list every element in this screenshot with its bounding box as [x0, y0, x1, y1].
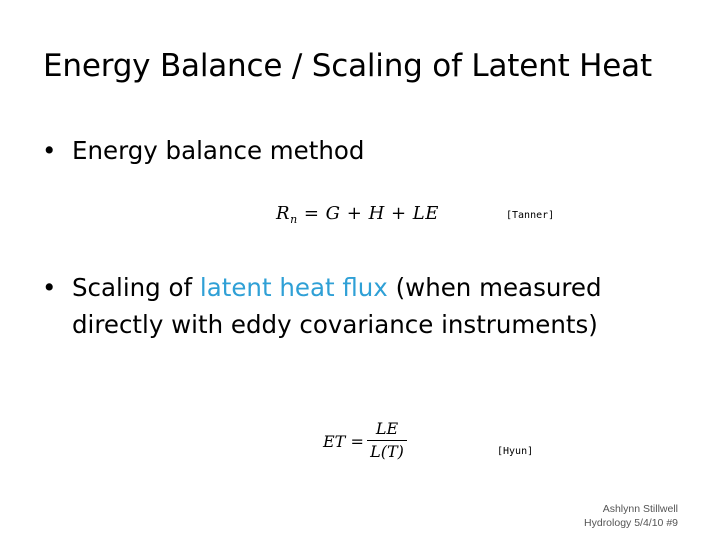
- et-equation-lhs: ET =: [323, 432, 364, 451]
- bullet-dot: •: [42, 136, 57, 165]
- citation-hyun: [Hyun]: [497, 446, 534, 457]
- slide-title: Energy Balance / Scaling of Latent Heat: [43, 48, 652, 84]
- footer-course: Hydrology 5/4/10 #9: [584, 517, 678, 529]
- bullet-dot: •: [42, 273, 57, 302]
- energy-balance-equation: [276, 203, 439, 226]
- eq1-lhs: R: [276, 203, 291, 224]
- highlight-latent-heat-flux: latent heat flux: [199, 273, 388, 302]
- bullet-text: Energy balance method: [72, 136, 365, 165]
- bullet-text-line2: directly with eddy covariance instruments): [72, 310, 598, 339]
- et-equation-fraction: [367, 419, 407, 462]
- footer-author: Ashlynn Stillwell: [602, 503, 678, 515]
- eq1-rhs: = G + H + LE: [297, 203, 439, 224]
- bullet-text-suffix: (when measured: [387, 273, 602, 302]
- slide-footer: [584, 502, 678, 530]
- fraction-denominator: L(T): [370, 442, 404, 461]
- citation-tanner: [Tanner]: [506, 210, 555, 221]
- fraction-bar: [367, 440, 407, 441]
- fraction-numerator: LE: [375, 419, 399, 438]
- bullet-text-prefix: Scaling of: [72, 273, 200, 302]
- bullet-text: [72, 270, 602, 306]
- eq1-lhs-subscript: n: [290, 213, 298, 226]
